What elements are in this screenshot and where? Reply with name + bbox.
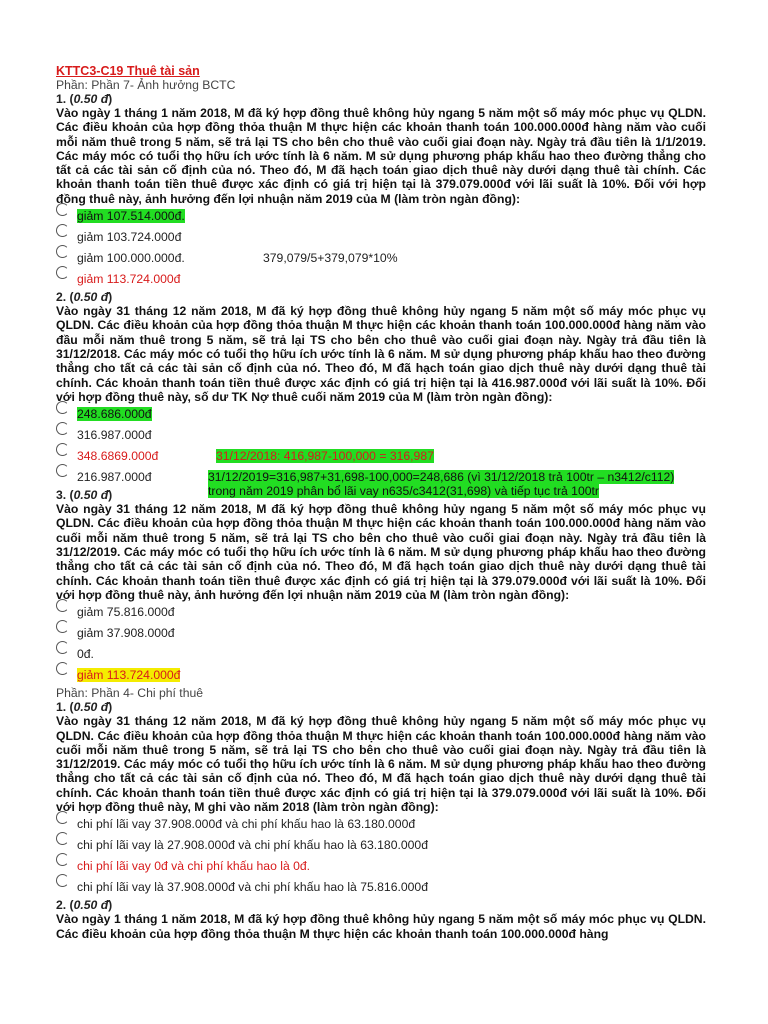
radio-icon[interactable] [56, 203, 69, 216]
question-points: 0.50 đ [73, 488, 109, 503]
answer-option-label: chi phí lãi vay 37.908.000đ và chi phí khấu hao là 63.180.000đ [77, 817, 416, 832]
document-title[interactable]: KTTC3-C19 Thuê tài sản [56, 64, 200, 78]
radio-icon[interactable] [56, 422, 69, 435]
question-stem: Vào ngày 31 tháng 12 năm 2018, M đã ký hợp đồng thuê không hủy ngang 5 năm một số máy móc phục vụ QLDN. Các điều khoản của hợp đồng thỏa thuận M thực hiện các khoản thanh toán 100.000.000đ hàng năm vào cuối mỗi năm thuê trong 5 năm, sẽ trả lại TS cho bên cho thuê vào cuối giai đoạn này. Ngày trả đầu tiên là 31/12/2019. Các máy móc có tuổi thọ hữu ích ước tính là 6 năm. M sử dụng phương pháp khấu hao theo đường thẳng cho tất cả các tài sản cố định của nó. Theo đó, M đã hạch toán giao dịch thuê này dưới dạng thuê tài chính. Các khoản thanh toán tiền thuê được xác định có giá trị hiện tại là 379.079.000đ với lãi suất là 10%. Đối với hợp đồng thuê này, M ghi vào năm 2018 (làm tròn ngàn đồng): [56, 714, 706, 815]
answer-option[interactable] [56, 269, 706, 290]
answer-option-label: giảm 113.724.000đ [77, 668, 181, 683]
answer-option-label: giảm 37.908.000đ [77, 626, 175, 641]
quiz-content [56, 78, 706, 941]
question-index: 2. ( [56, 898, 74, 913]
radio-icon[interactable] [56, 641, 69, 654]
answer-option-label: giảm 100.000.000đ. [77, 251, 185, 266]
answer-option-label: giảm 75.816.000đ [77, 605, 175, 620]
question-index: 3. ( [56, 488, 74, 503]
radio-icon[interactable] [56, 464, 69, 477]
radio-icon[interactable] [56, 599, 69, 612]
question-points: 0.50 đ [73, 700, 109, 715]
answer-annotation: trong năm 2019 phân bổ lãi vay n635/c3412(31,698) và tiếp tục trả 100tr [208, 484, 599, 499]
answer-option[interactable] [56, 206, 706, 227]
question-points-close: ) [108, 290, 113, 305]
radio-icon[interactable] [56, 224, 69, 237]
answer-option-label: giảm 107.514.000đ. [77, 209, 185, 224]
question-stem: Vào ngày 1 tháng 1 năm 2018, M đã ký hợp đồng thuê không hủy ngang 5 năm một số máy móc phục vụ QLDN. Các điều khoản của hợp đồng thỏa thuận M thực hiện các khoản thanh toán 100.000.000đ hàng năm vào cuối mỗi năm thuê trong 5 năm, sẽ trả lại TS cho bên cho thuê vào cuối giai đoạn này. Ngày trả đầu tiên là 1/1/2019. Các máy móc có tuổi thọ hữu ích ước tính là 6 năm. M sử dụng phương pháp khấu hao theo đường thẳng cho tất cả các tài sản cố định của nó. Theo đó, M đã hạch toán giao dịch thuê này dưới dạng thuê tài chính. Các khoản thanh toán tiền thuê được xác định có giá trị hiện tại là 379.079.000đ với lãi suất là 10%. Đối với hợp đồng thuê này, ảnh hưởng đến lợi nhuận năm 2019 của M (làm tròn ngàn đồng): [56, 106, 706, 206]
answer-option[interactable] [56, 856, 706, 877]
question-number [56, 92, 706, 106]
answer-option-label: chi phí lãi vay là 27.908.000đ và chi phí khấu hao là 63.180.000đ [77, 838, 428, 853]
answer-option-label: 0đ. [77, 647, 94, 662]
radio-icon[interactable] [56, 811, 69, 824]
answer-option[interactable] [56, 877, 706, 898]
answer-option-label: chi phí lãi vay là 37.908.000đ và chi phí khấu hao là 75.816.000đ [77, 880, 428, 895]
radio-icon[interactable] [56, 874, 69, 887]
radio-icon[interactable] [56, 662, 69, 675]
answer-annotation: 379,079/5+379,079*10% [263, 251, 398, 266]
answer-option-label: giảm 103.724.000đ [77, 230, 182, 245]
answer-option-label: 348.6869.000đ [77, 449, 159, 464]
radio-icon[interactable] [56, 832, 69, 845]
answer-option[interactable] [56, 665, 706, 686]
question-number [56, 898, 706, 912]
question-number [56, 290, 706, 304]
question-points-close: ) [108, 898, 113, 913]
answer-annotation: 31/12/2018: 416,987-100,000 = 316,987 [216, 449, 434, 464]
question-points: 0.50 đ [73, 92, 109, 106]
answer-option-label: 248.686.000đ [77, 407, 152, 422]
radio-icon[interactable] [56, 620, 69, 633]
radio-icon[interactable] [56, 266, 69, 279]
radio-icon[interactable] [56, 443, 69, 456]
answer-option-label: 316.987.000đ [77, 428, 152, 443]
answer-option[interactable] [56, 404, 706, 425]
answer-option[interactable] [56, 227, 706, 248]
answer-option[interactable] [56, 602, 706, 623]
answer-option[interactable] [56, 623, 706, 644]
answer-option[interactable] [56, 644, 706, 665]
question-points: 0.50 đ [73, 898, 109, 913]
question-points-close: ) [108, 488, 113, 503]
quiz-document [56, 64, 706, 941]
answer-option[interactable] [56, 835, 706, 856]
answer-option[interactable] [56, 248, 706, 269]
question-index: 1. ( [56, 92, 74, 106]
question-stem: Vào ngày 31 tháng 12 năm 2018, M đã ký hợp đồng thuê không hủy ngang 5 năm một số máy móc phục vụ QLDN. Các điều khoản của hợp đồng thỏa thuận M thực hiện các khoản thanh toán 100.000.000đ hàng năm vào cuối mỗi năm thuê trong 5 năm, sẽ trả lại TS cho bên cho thuê vào cuối giai đoạn này. Ngày trả đầu tiên là 31/12/2019. Các máy móc có tuổi thọ hữu ích ước tính là 6 năm. M sử dụng phương pháp khấu hao theo đường thẳng cho tất cả các tài sản cố định của nó. Theo đó, M đã hạch toán giao dịch thuê này dưới dạng thuê tài chính. Các khoản thanh toán tiền thuê được xác định có giá trị hiện tại là 379.079.000đ với lãi suất là 10%. Đối với hợp đồng thuê này, ảnh hưởng đến lợi nhuận năm 2019 của M (làm tròn ngàn đồng): [56, 502, 706, 602]
answer-option-label: giảm 113.724.000đ [77, 272, 181, 287]
question-index: 1. ( [56, 700, 74, 715]
question-stem: Vào ngày 1 tháng 1 năm 2018, M đã ký hợp đồng thuê không hủy ngang 5 năm một số máy móc phục vụ QLDN. Các điều khoản của hợp đồng thỏa thuận M thực hiện các khoản thanh toán 100.000.000đ hàng [56, 912, 706, 941]
section-part-heading: Phần: Phần 4- Chi phí thuê [56, 686, 204, 701]
question-stem: Vào ngày 31 tháng 12 năm 2018, M đã ký hợp đồng thuê không hủy ngang 5 năm một số máy móc phục vụ QLDN. Các điều khoản của hợp đồng thỏa thuận M thực hiện các khoản thanh toán 100.000.000đ hàng năm vào đầu mỗi năm thuê trong 5 năm, sẽ trả lại TS cho bên cho thuê vào cuối giai đoạn này. Ngày trả đầu tiên là 31/12/2018. Các máy móc có tuổi thọ hữu ích ước tính là 6 năm. M sử dụng phương pháp khấu hao theo đường thẳng cho tất cả các tài sản cố định của nó. Theo đó, M đã hạch toán giao dịch thuê này dưới dạng thuê tài chính. Các khoản thanh toán tiền thuê được xác định có giá trị hiện tại là 416.987.000đ với lãi suất là 10%. Đối với hợp đồng thuê này, số dư TK Nợ thuê cuối năm 2019 của M (làm tròn ngàn đồng): [56, 304, 706, 404]
answer-option-label: chi phí lãi vay 0đ và chi phí khấu hao là 0đ. [77, 859, 311, 874]
answer-option[interactable] [56, 446, 706, 467]
answer-option[interactable] [56, 425, 706, 446]
radio-icon[interactable] [56, 853, 69, 866]
question-points-close: ) [108, 700, 113, 715]
radio-icon[interactable] [56, 245, 69, 258]
radio-icon[interactable] [56, 401, 69, 414]
answer-option-label: 216.987.000đ [77, 470, 152, 485]
question-index: 2. ( [56, 290, 74, 305]
section-part-heading: Phần: Phần 7- Ảnh hưởng BCTC [56, 78, 236, 92]
question-number [56, 700, 706, 714]
question-points: 0.50 đ [73, 290, 109, 305]
answer-annotation: 31/12/2019=316,987+31,698-100,000=248,686 (vì 31/12/2018 trả 100tr – n3412/c112) [208, 470, 675, 485]
answer-option[interactable] [56, 814, 706, 835]
question-points-close: ) [108, 92, 113, 106]
